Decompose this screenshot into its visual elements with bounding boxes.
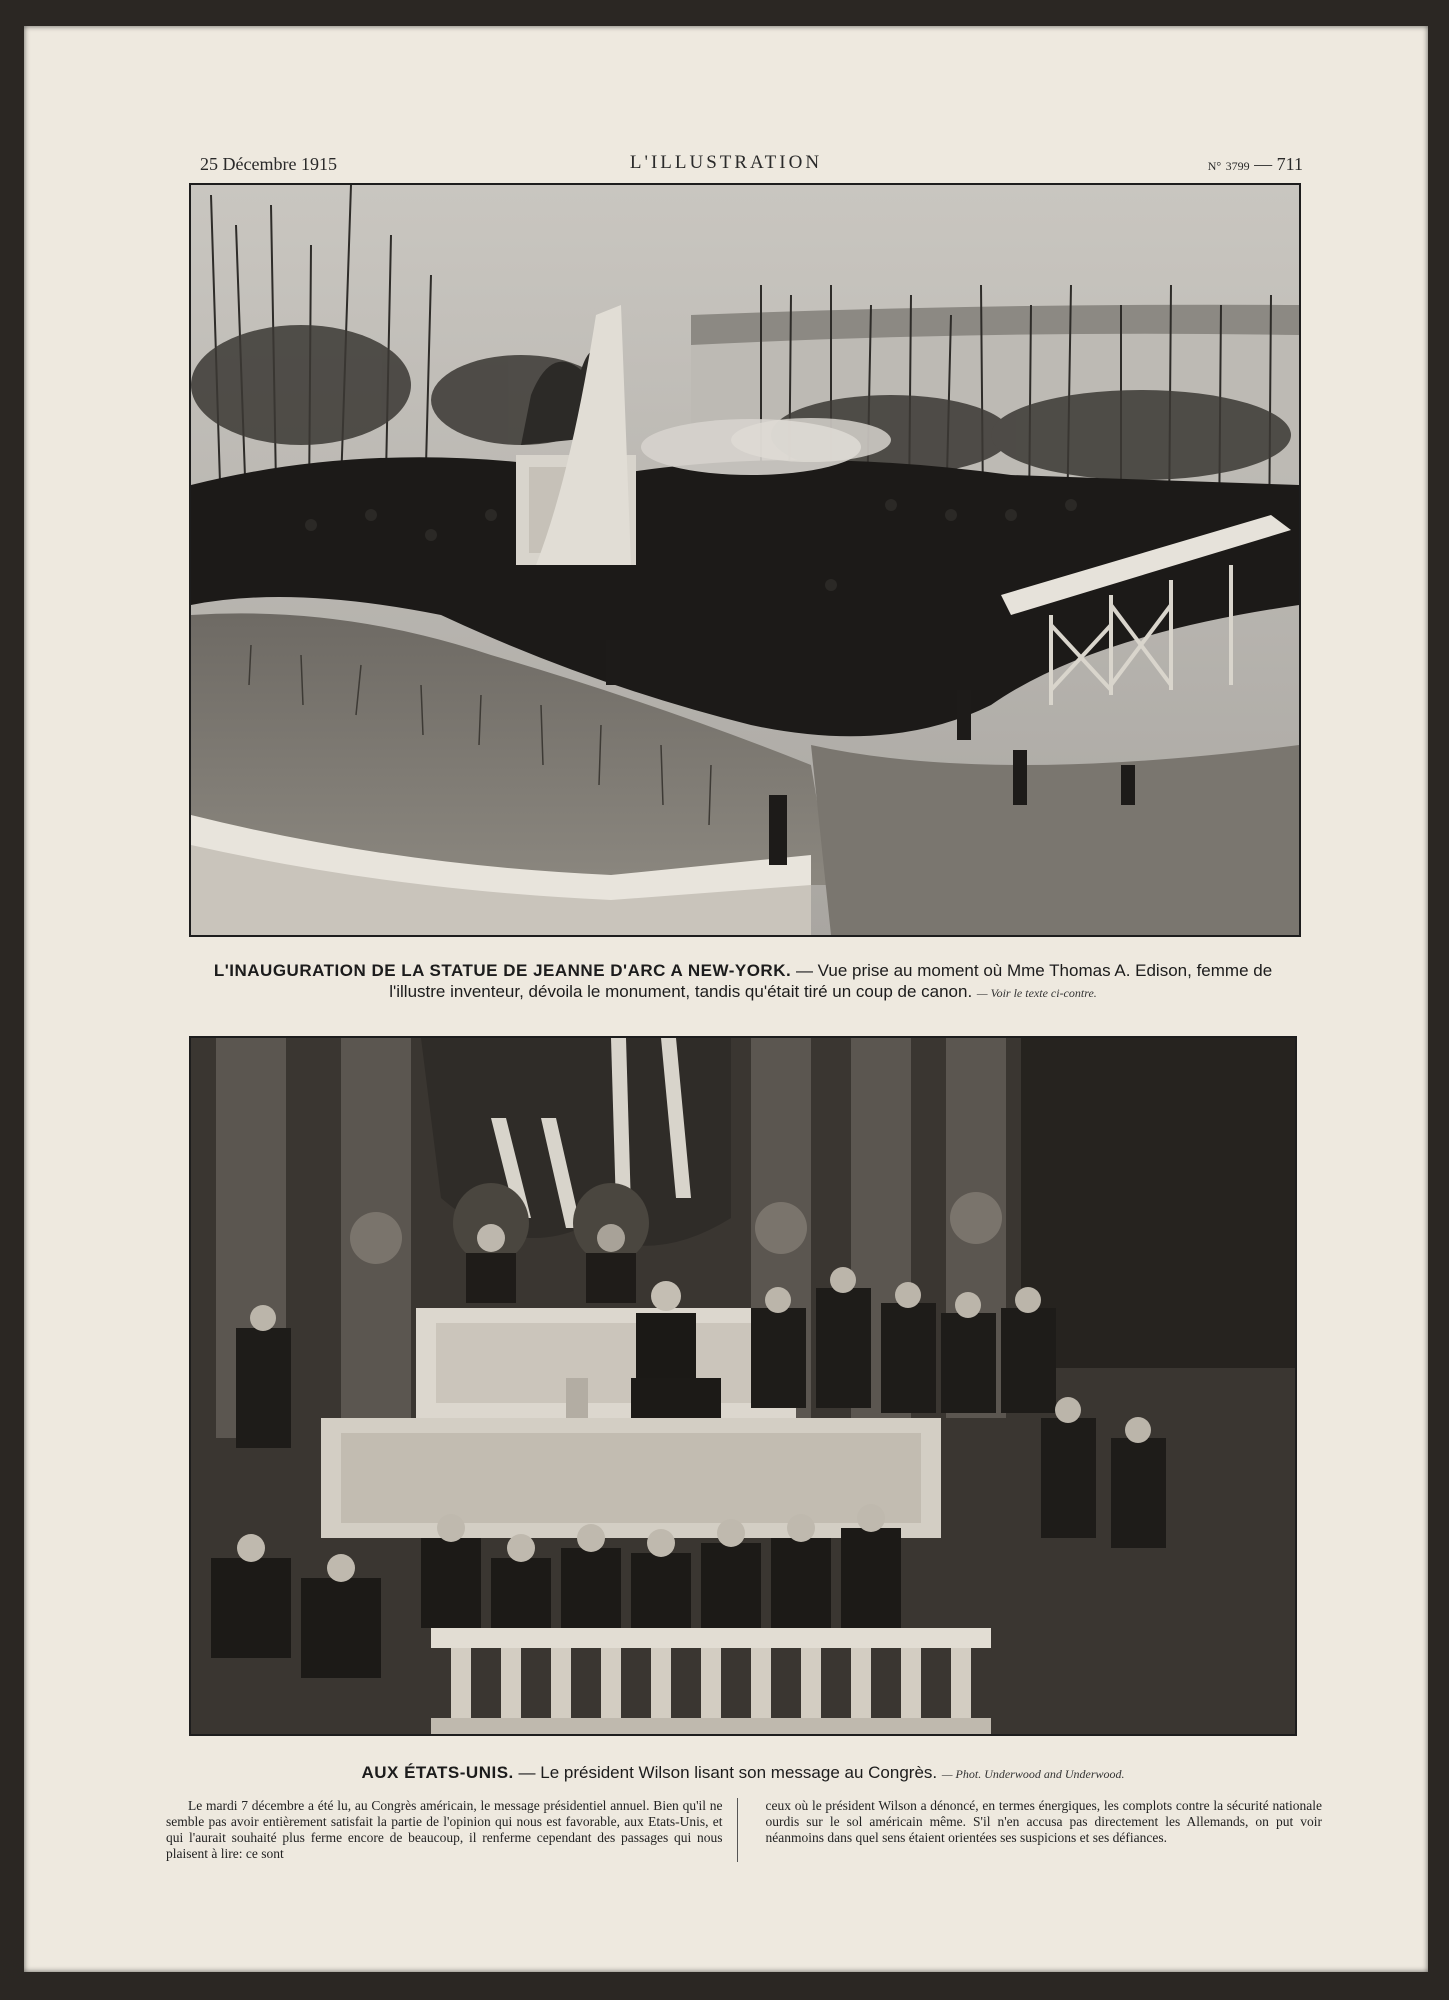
statue-photo-caption <box>189 960 1297 1004</box>
issue-date: 25 Décembre 1915 <box>200 154 337 174</box>
issue-prefix: N° <box>1207 159 1222 173</box>
caption-headline: L'INAUGURATION DE LA STATUE DE JEANNE D'ARC A NEW-YORK. <box>213 961 792 980</box>
caption-headline: AUX ÉTATS-UNIS. <box>361 1763 514 1782</box>
article-column-1 <box>166 1798 738 1862</box>
statue-inauguration-photo <box>189 183 1301 937</box>
caption-credit: — Voir le texte ci-contre. <box>976 986 1097 1000</box>
article-paragraph: ceux où le président Wilson a dénoncé, en termes énergiques, les complots contre la sécurité nationale ourdis sur le sol américain même. S'il n'en accusa pas directement les Allemands, on put voir néanmoins dans quel sens étaient orientées ses suspicions et ses défiances. <box>765 1798 1322 1845</box>
article-text <box>166 1798 1322 1862</box>
caption-text: — Vue prise au moment où Mme Thomas A. Edison, femme de l'illustre inventeur, dévoila le monument, tandis qu'était tiré un coup de canon. <box>389 961 1273 1001</box>
article-column-2 <box>766 1798 1323 1862</box>
issue-number: 3799 <box>1225 159 1250 173</box>
article-paragraph: Le mardi 7 décembre a été lu, au Congrès américain, le message présidentiel annuel. Bien qu'il ne semble pas avoir entièrement satisfait la partie de l'opinion qui nous est favorable, aux Etats-Unis, et qui l'aurait souhaité plus ferme encore de beaucoup, il renferme cependant des passages qui nous plaisent à lire: ce sont <box>166 1798 723 1861</box>
page-header <box>24 126 1428 174</box>
issue-and-page-number <box>1208 154 1303 175</box>
page-number: — 711 <box>1254 154 1303 174</box>
caption-text: — Le président Wilson lisant son message au Congrès. <box>518 1763 938 1782</box>
wilson-photo-caption <box>189 1762 1297 1785</box>
wilson-congress-photo <box>189 1036 1297 1736</box>
magazine-title: L'ILLUSTRATION <box>629 152 823 173</box>
caption-credit: — Phot. Underwood and Underwood. <box>941 1767 1125 1781</box>
